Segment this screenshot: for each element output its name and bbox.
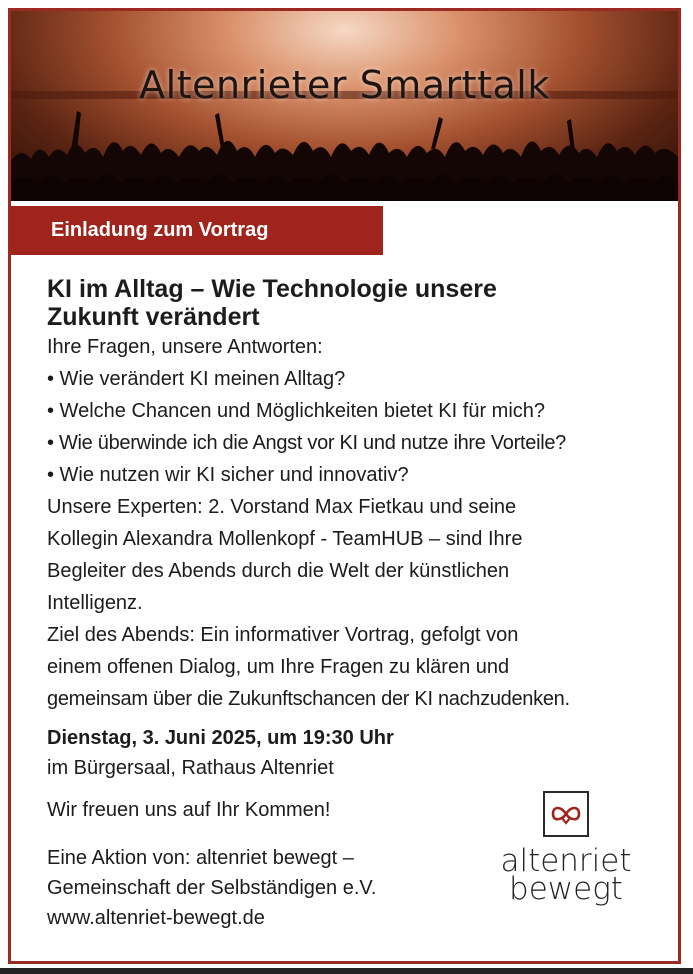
headline-line-2: Zukunft verändert — [47, 303, 260, 331]
altenriet-bewegt-logo — [496, 791, 636, 921]
experts-line-3: Begleiter des Abends durch die Welt der künstlichen — [47, 560, 510, 582]
goal-line-1: Ziel des Abends: Ein informativer Vortrag, gefolgt von — [47, 624, 519, 646]
question-4: • Wie nutzen wir KI sicher und innovativ? — [47, 464, 409, 486]
bottom-edge — [0, 968, 693, 974]
question-1: • Wie verändert KI meinen Alltag? — [47, 368, 346, 390]
experts-line-4: Intelligenz. — [47, 592, 143, 614]
welcome-text: Wir freuen uns auf Ihr Kommen! — [47, 799, 331, 821]
organizer-line-1: Eine Aktion von: altenriet bewegt – — [47, 847, 354, 869]
headline — [47, 275, 677, 331]
organizer-line-2: Gemeinschaft der Selbständigen e.V. — [47, 877, 377, 899]
question-3: • Wie überwinde ich die Angst vor KI und nutze ihre Vorteile? — [47, 432, 567, 454]
goal-line-2: einem offenen Dialog, um Ihre Fragen zu klären und — [47, 656, 510, 678]
goal-line-3: gemeinsam über die Zukunftschancen der KI nachzudenken. — [47, 688, 570, 710]
question-2: • Welche Chancen und Möglichkeiten bietet KI für mich? — [47, 400, 546, 422]
crowd-silhouette-icon — [11, 91, 678, 201]
logo-text-line-1: altenriet — [500, 843, 632, 879]
event-date: Dienstag, 3. Juni 2025, um 19:30 Uhr — [47, 727, 394, 749]
banner-title: Altenrieter Smarttalk — [139, 63, 550, 107]
flyer — [8, 8, 681, 964]
experts-line-2: Kollegin Alexandra Mollenkopf - TeamHUB – sind Ihre — [47, 528, 523, 550]
concert-banner-image — [11, 11, 678, 201]
logo-frame — [543, 791, 589, 837]
logo-text-line-2: bewegt — [509, 871, 623, 907]
invitation-tag: Einladung zum Vortrag — [11, 206, 383, 255]
event-venue: im Bürgersaal, Rathaus Altenriet — [47, 757, 334, 779]
headline-line-1: KI im Alltag – Wie Technologie unsere — [47, 275, 497, 303]
infinity-heart-icon — [545, 793, 587, 835]
experts-line-1: Unsere Experten: 2. Vorstand Max Fietkau und seine — [47, 496, 517, 518]
organizer-website-link[interactable]: www.altenriet-bewegt.de — [47, 907, 265, 929]
intro-text: Ihre Fragen, unsere Antworten: — [47, 336, 323, 358]
